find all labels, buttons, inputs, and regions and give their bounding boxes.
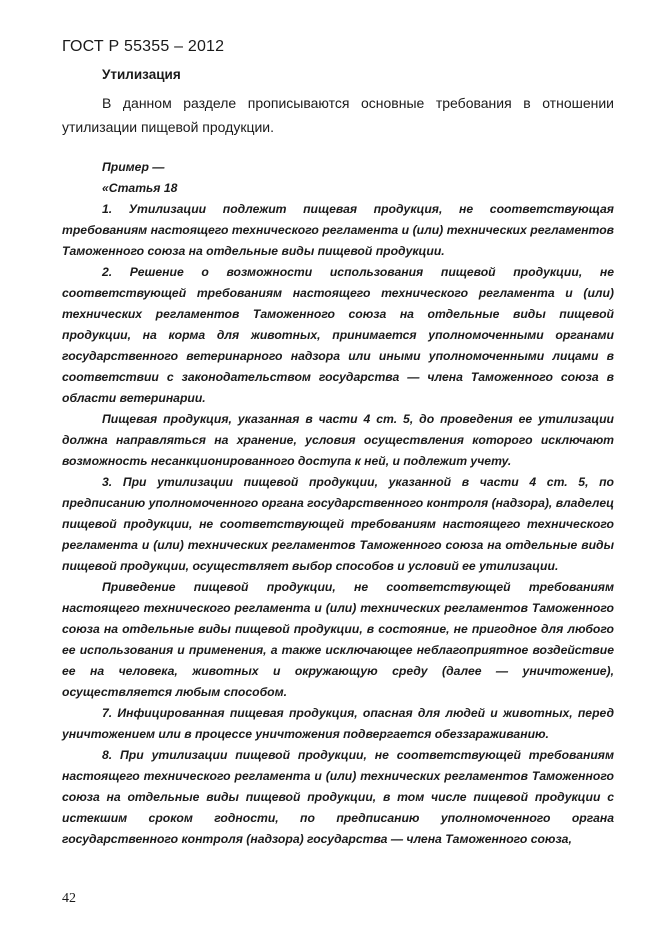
document-header: ГОСТ Р 55355 – 2012 [62,38,225,55]
intro-paragraph: В данном разделе прописываются основные требования в отношении утилизации пищевой продукции. [62,95,614,135]
article-paragraph-1: 1. Утилизации подлежит пищевая продукция, не соответствующая требованиям настоящего технического регламента и (или) технических регламентов Таможенного союза на отдельные виды пищевой продукции. [62,202,614,258]
article-title: «Статья 18 [102,181,178,195]
article-paragraph-3: 3. При утилизации пищевой продукции, указанной в части 4 ст. 5, по предписанию уполномоченного органа государственного контроля (надзора), владелец пищевой продукции, не соответствующей требованиям настоящего технического регламента и (или) технических регламентов Таможенного союза на отдельные виды пищевой продукции, осуществляет выбор способов и условий ее утилизации. [62,475,614,573]
example-label: Пример — [102,160,165,174]
article-paragraph-2: 2. Решение о возможности использования пищевой продукции, не соответствующей требованиям настоящего технического регламента и (или) технических регламентов Таможенного союза на отдельные виды пищевой продукции, на корма для животных, принимается уполномоченными органами государственного ветеринарного надзора или иными уполномоченными лицами в соответствии с законодательством государства — члена Таможенного союза в области ветеринарии. [62,265,614,405]
section-title: Утилизация [102,67,181,82]
page-content [62,64,614,850]
article-paragraph-7: 7. Инфицированная пищевая продукция, опасная для людей и животных, перед уничтожением или в процессе уничтожения подвергается обеззараживанию. [62,706,614,741]
page-number: 42 [62,891,76,906]
article-paragraph-2-continued: Пищевая продукция, указанная в части 4 ст. 5, до проведения ее утилизации должна направляться на хранение, условия осуществления которого исключают возможность несанкционированного доступа к ней, и подлежит учету. [62,412,614,468]
article-paragraph-8: 8. При утилизации пищевой продукции, не соответствующей требованиям настоящего технического регламента и (или) технических регламентов Таможенного союза на отдельные виды пищевой продукции, в том числе пищевой продукции с истекшим сроком годности, по предписанию уполномоченного органа государственного контроля (надзора) государства — члена Таможенного союза, [62,748,614,846]
article-paragraph-3-continued: Приведение пищевой продукции, не соответствующей требованиям настоящего технического регламента и (или) технических регламентов Таможенного союза на отдельные виды пищевой продукции, в состояние, не пригодное для любого ее использования и применения, а также исключающее неблагоприятное воздействие ее на человека, животных и окружающую среду (далее — уничтожение), осуществляется любым способом. [62,580,614,699]
